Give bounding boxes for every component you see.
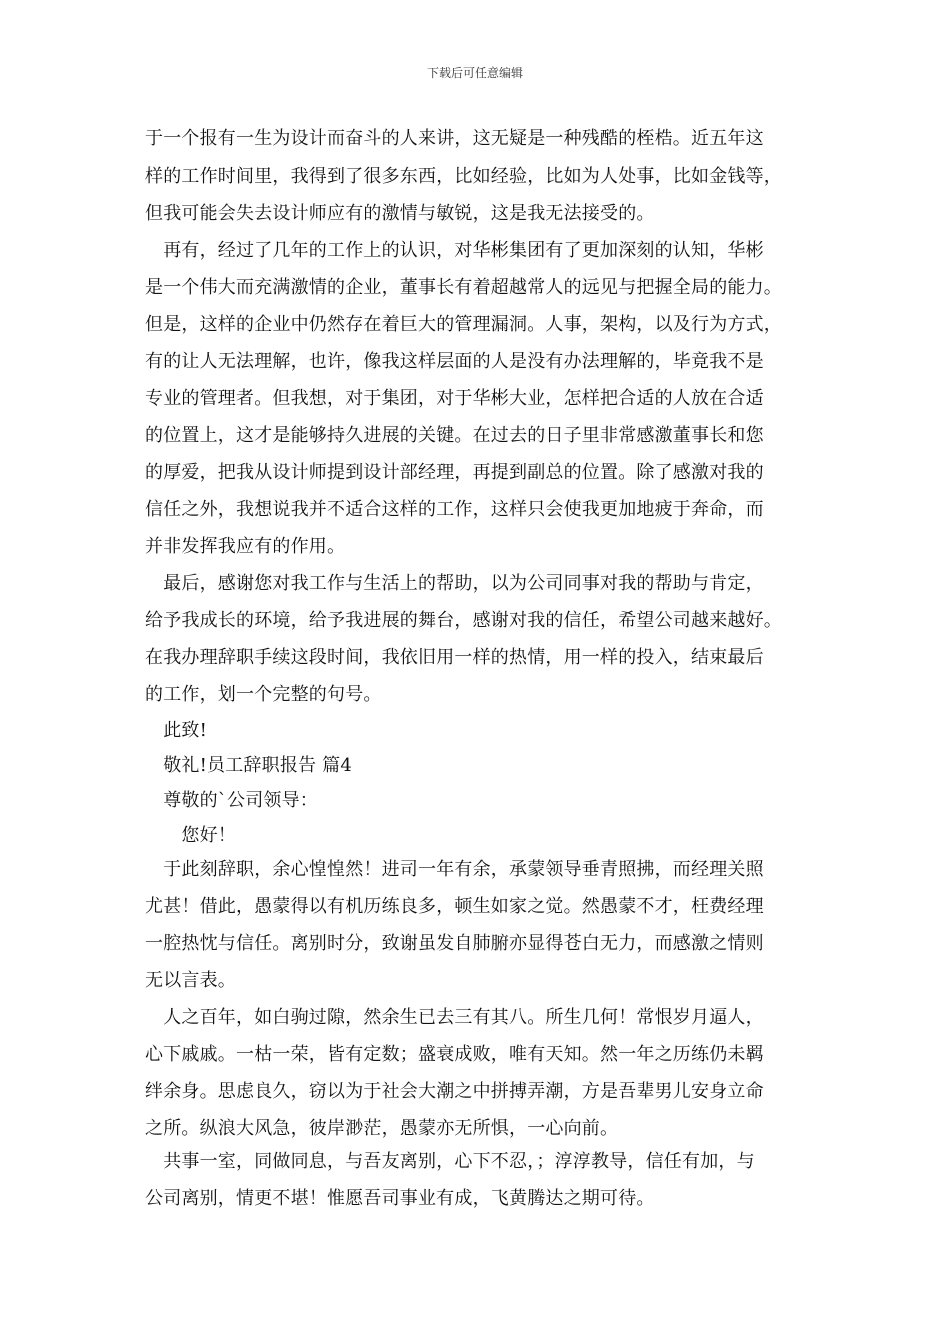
text-line: 一腔热忱与信任。离别时分，致谢虽发自肺腑亦显得苍白无力，而感激之情则 — [145, 933, 764, 954]
text-line: 于一个报有一生为设计而奋斗的人来讲，这无疑是一种残酷的桎梏。近五年这 — [145, 128, 764, 149]
text-line: 最后，感谢您对我工作与生活上的帮助，以为公司同事对我的帮助与肯定， — [145, 573, 764, 594]
text-line: 此致! — [145, 720, 208, 741]
text-line: 但是，这样的企业中仍然存在着巨大的管理漏洞。人事，架构，以及行为方式， — [145, 314, 782, 335]
text-line: 但我可能会失去设计师应有的激情与敏锐，这是我无法接受的。 — [145, 203, 655, 224]
text-line: 无以言表。 — [145, 970, 236, 991]
text-line: 有的让人无法理解，也许，像我这样层面的人是没有办法理解的，毕竟我不是 — [145, 351, 764, 372]
text-line: 的厚爱，把我从设计师提到设计部经理，再提到副总的位置。除了感激对我的 — [145, 462, 764, 483]
text-line: 心下戚戚。一枯一荣，皆有定数；盛衰成败，唯有天知。然一年之历练仍未羁 — [145, 1044, 764, 1065]
text-line: 您好！ — [145, 825, 236, 846]
text-line: 并非发挥我应有的作用。 — [145, 536, 346, 557]
text-line: 在我办理辞职手续这段时间，我依旧用一样的热情，用一样的投入，结束最后 — [145, 647, 764, 668]
text-line: 公司离别，情更不堪！惟愿吾司事业有成，飞黄腾达之期可待。 — [145, 1188, 655, 1209]
text-line: 再有，经过了几年的工作上的认识，对华彬集团有了更加深刻的认知，华彬 — [145, 240, 764, 261]
text-line: 样的工作时间里，我得到了很多东西，比如经验，比如为人处事，比如金钱等， — [145, 166, 782, 187]
page-header: 下载后可任意编辑 — [426, 66, 523, 80]
text-line: 信任之外，我想说我并不适合这样的工作，这样只会使我更加地疲于奔命，而 — [145, 499, 764, 520]
text-line: 专业的管理者。但我想，对于集团，对于华彬大业，怎样把合适的人放在合适 — [145, 388, 764, 409]
text-line: 的工作，划一个完整的句号。 — [145, 684, 382, 705]
text-line: 给予我成长的环境，给予我进展的舞台，感谢对我的信任，希望公司越来越好。 — [145, 610, 782, 631]
text-line: 是一个伟大而充满激情的企业，董事长有着超越常人的远见与把握全局的能力。 — [145, 277, 782, 298]
text-line: 之所。纵浪大风急，彼岸渺茫，愚蒙亦无所惧，一心向前。 — [145, 1118, 619, 1139]
text-line: 绊余身。思虑良久，窃以为于社会大潮之中拼搏弄潮，方是吾辈男儿安身立命 — [145, 1081, 764, 1102]
text-line: 于此刻辞职，余心惶惶然！进司一年有余，承蒙领导垂青照拂，而经理关照 — [145, 859, 764, 880]
text-line: 尊敬的`公司领导： — [145, 790, 318, 811]
text-line: 的位置上，这才是能够持久进展的关键。在过去的日子里非常感激董事长和您 — [145, 425, 764, 446]
text-line: 人之百年，如白驹过隙，然余生已去三有其八。所生几何！常恨岁月逼人， — [145, 1007, 764, 1028]
text-line: 敬礼!员工辞职报告 篇4 — [145, 755, 353, 776]
text-line: 尤甚！借此，愚蒙得以有机历练良多，顿生如家之觉。然愚蒙不才，枉费经理 — [145, 896, 764, 917]
text-line: 共事一室，同做同息，与吾友离别，心下不忍，；淳淳教导，信任有加，与 — [145, 1151, 755, 1172]
